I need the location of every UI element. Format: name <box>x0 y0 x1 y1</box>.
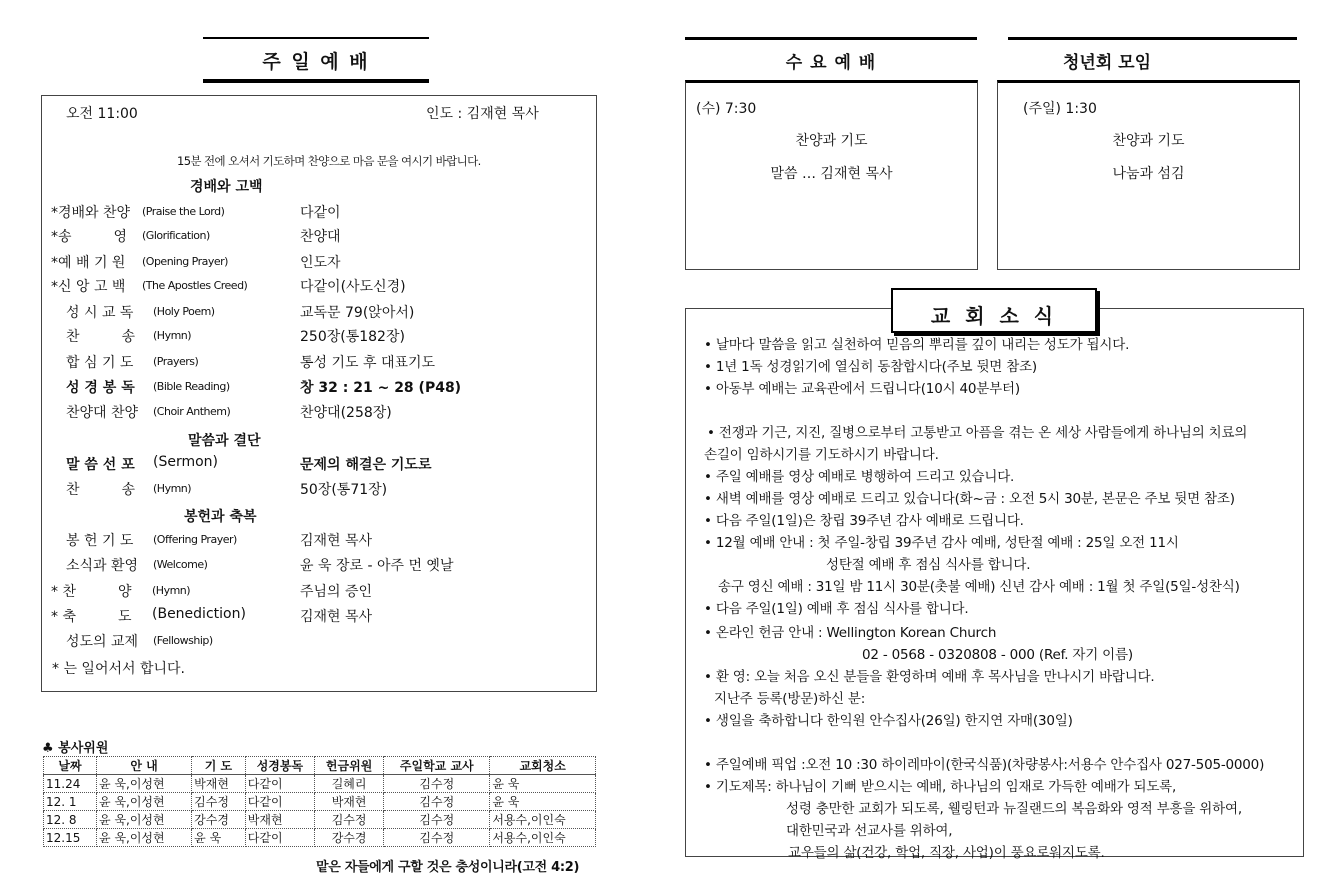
order-item-english: (Bible Reading) <box>153 380 230 393</box>
order-item-english: (Glorification) <box>142 229 210 242</box>
table-row <box>44 775 596 793</box>
news-item: • 전쟁과 기근, 지진, 질병으로부터 고통받고 아픔을 겪는 온 세상 사람들에게 하나님의 치료의 <box>707 425 1248 441</box>
order-item-value: 교독문 79(앉아서) <box>300 305 415 321</box>
table-cell: 12.15 <box>44 829 97 847</box>
table-cell: 강수경 <box>315 829 384 847</box>
service-leader: 인도 : 김재현 목사 <box>426 106 539 122</box>
news-item: 대한민국과 선교사를 위하여, <box>786 823 953 839</box>
order-item-title: 찬 송 <box>66 329 136 345</box>
service-notice: 15분 전에 오셔서 기도하며 찬양으로 마음 문을 여시기 바랍니다. <box>177 154 481 168</box>
wednesday-line2: 말씀 … 김재현 목사 <box>770 166 893 182</box>
table-cell: 박재현 <box>192 775 246 793</box>
table-cell: 윤 욱,이성현 <box>97 793 192 811</box>
news-item: 성령 충만한 교회가 되도록, 웰링턴과 뉴질랜드의 복음화와 영적 부흥을 위하여, <box>786 801 1242 817</box>
table-cell: 윤 욱 <box>192 829 246 847</box>
order-item-value: 주님의 증인 <box>300 584 373 600</box>
sunday-service-box <box>41 95 597 692</box>
order-item-english: (Sermon) <box>153 454 219 470</box>
service-team-table <box>43 756 596 847</box>
news-item: 교우들의 삶(건강, 학업, 직장, 사업)이 풍요로워지도록. <box>788 845 1105 861</box>
order-item-value: 통성 기도 후 대표기도 <box>300 355 436 371</box>
table-cell: 길혜리 <box>315 775 384 793</box>
section-word-decision: 말씀과 결단 <box>188 433 261 449</box>
table-cell: 11.24 <box>44 775 97 793</box>
order-item-value: 250장(통182장) <box>300 329 405 345</box>
wednesday-box <box>685 80 978 270</box>
news-item: • 다음 주일(1일)은 창립 39주년 감사 예배로 드립니다. <box>704 513 1024 529</box>
table-cell: 다같이 <box>245 829 314 847</box>
col-usher: 안 내 <box>97 757 192 775</box>
order-item-value: 찬양대 <box>300 229 341 245</box>
order-item-title: 찬양대 찬양 <box>66 405 139 421</box>
verse-footer: 맡은 자들에게 구할 것은 충성이니라(고전 4:2) <box>316 860 580 875</box>
news-item: • 생일을 축하합니다 한익원 안수집사(26일) 한지연 자매(30일) <box>704 713 1073 729</box>
col-prayer: 기 도 <box>192 757 246 775</box>
youth-line1: 찬양과 기도 <box>1112 133 1185 149</box>
order-item-title: *신 앙 고 백 <box>51 279 126 295</box>
youth-line2: 나눔과 섬김 <box>1112 166 1185 182</box>
youth-time: (주일) 1:30 <box>1023 101 1097 117</box>
order-item-value: 인도자 <box>300 255 341 271</box>
order-item-english: (Choir Anthem) <box>153 405 231 418</box>
news-item: • 온라인 헌금 안내 : Wellington Korean Church <box>704 625 997 641</box>
table-cell: 박재현 <box>245 811 314 829</box>
service-team-title: ♣ 봉사위원 <box>42 741 109 756</box>
table-cell: 다같이 <box>245 775 314 793</box>
order-item-value: 50장(통71장) <box>300 482 388 498</box>
order-item-english: (Benediction) <box>152 606 246 622</box>
order-item-english: (Hymn) <box>153 329 192 342</box>
wednesday-line1: 찬양과 기도 <box>795 133 868 149</box>
order-item-title: *예 배 기 원 <box>51 255 126 271</box>
table-cell: 윤 욱 <box>490 793 596 811</box>
sunday-title-block <box>203 37 429 85</box>
table-cell: 12. 1 <box>44 793 97 811</box>
order-item-english: (Praise the Lord) <box>142 205 225 218</box>
order-item-title: 성 경 봉 독 <box>66 380 135 396</box>
table-cell: 김수정 <box>384 775 490 793</box>
order-item-title: 성도의 교제 <box>66 634 139 650</box>
order-item-value: 김재현 목사 <box>300 533 373 549</box>
order-item-title: 합 심 기 도 <box>66 355 134 371</box>
table-header-row <box>44 757 596 775</box>
order-item-english: (Hymn) <box>153 482 192 495</box>
news-item: • 다음 주일(1일) 예배 후 점심 식사를 합니다. <box>704 601 969 617</box>
col-reading: 성경봉독 <box>245 757 314 775</box>
order-item-title: * 축 도 <box>51 609 132 625</box>
youth-title: 청년회 모임 <box>1062 53 1152 73</box>
news-item: • 새벽 예배를 영상 예배로 드리고 있습니다(화~금 : 오전 5시 30분, 본문은 주보 뒷면 참조) <box>704 491 1235 507</box>
table-cell: 윤 욱,이성현 <box>97 811 192 829</box>
wednesday-time: (수) 7:30 <box>696 101 757 117</box>
order-item-english: (Fellowship) <box>153 634 213 647</box>
order-item-value: 다같이 <box>300 205 341 221</box>
table-row <box>44 811 596 829</box>
news-title-box <box>891 288 1097 333</box>
news-item: 02 - 0568 - 0320808 - 000 (Ref. 자기 이름) <box>862 647 1133 663</box>
table-cell: 서용수,이인숙 <box>490 829 596 847</box>
table-cell: 강수경 <box>192 811 246 829</box>
sunday-title: 주 일 예 배 <box>262 51 370 73</box>
order-item-title: 찬 송 <box>66 482 136 498</box>
order-item-title: *경배와 찬양 <box>51 205 131 221</box>
table-cell: 김수정 <box>315 811 384 829</box>
table-row <box>44 793 596 811</box>
table-cell: 윤 욱,이성현 <box>97 775 192 793</box>
order-item-english: (Welcome) <box>153 558 208 571</box>
table-cell: 김수정 <box>192 793 246 811</box>
news-item: 지난주 등록(방문)하신 분: <box>714 691 866 707</box>
order-item-english: (The Apostles Creed) <box>142 279 248 292</box>
order-item-value: 찬양대(258장) <box>300 405 392 421</box>
youth-box <box>997 80 1300 270</box>
order-item-english: (Opening Prayer) <box>142 255 228 268</box>
table-cell: 김수정 <box>384 811 490 829</box>
order-item-title: * 찬 양 <box>51 584 132 600</box>
news-item: • 1년 1독 성경읽기에 열심히 동참합시다(주보 뒷면 참조) <box>704 359 1037 375</box>
order-item-value: 김재현 목사 <box>300 609 373 625</box>
order-item-value: 다같이(사도신경) <box>300 279 406 295</box>
section-worship-confession: 경배와 고백 <box>190 179 263 195</box>
order-item-title: 성 시 교 독 <box>66 305 134 321</box>
news-item: • 주일예배 픽업 :오전 10 :30 하이레마이(한국식품)(차량봉사:서용수 안수집사 027-505-0000) <box>704 757 1265 773</box>
news-item: • 12월 예배 안내 : 첫 주일-창립 39주년 감사 예배, 성탄절 예배 : 25일 오전 11시 <box>704 535 1179 551</box>
col-cleaning: 교회청소 <box>490 757 596 775</box>
news-item: • 환 영: 오늘 처음 오신 분들을 환영하며 예배 후 목사님을 만나시기 바랍니다. <box>704 669 1155 685</box>
col-date: 날짜 <box>44 757 97 775</box>
order-item-title: 소식과 환영 <box>66 558 139 574</box>
order-item-english: (Holy Poem) <box>153 305 215 318</box>
news-item: 성탄절 예배 후 점심 식사를 합니다. <box>826 557 1031 573</box>
news-item: • 기도제목: 하나님이 기뻐 받으시는 예배, 하나님의 임재로 가득한 예배가 되도록, <box>704 779 1177 795</box>
section-offering-blessing: 봉헌과 축복 <box>184 509 257 525</box>
standing-footnote: * 는 일어서서 합니다. <box>52 661 185 677</box>
order-item-english: (Prayers) <box>153 355 199 368</box>
table-cell: 서용수,이인숙 <box>490 811 596 829</box>
news-item: 손길이 임하시기를 기도하시기 바랍니다. <box>704 447 939 463</box>
news-item: • 아동부 예배는 교육관에서 드립니다(10시 40분부터) <box>704 381 1020 397</box>
order-item-value: 윤 욱 장로 - 아주 먼 옛날 <box>300 558 454 574</box>
table-cell: 12. 8 <box>44 811 97 829</box>
table-row <box>44 829 596 847</box>
order-item-title: 말 씀 선 포 <box>66 457 135 473</box>
table-cell: 김수정 <box>384 829 490 847</box>
table-cell: 다같이 <box>245 793 314 811</box>
order-item-title: *송 영 <box>51 229 128 245</box>
col-sunday-school: 주일학교 교사 <box>384 757 490 775</box>
order-item-title: 봉 헌 기 도 <box>66 533 134 549</box>
order-item-value: 문제의 해결은 기도로 <box>300 457 432 473</box>
col-offering: 헌금위원 <box>315 757 384 775</box>
table-cell: 윤 욱 <box>490 775 596 793</box>
order-item-english: (Hymn) <box>152 584 191 597</box>
table-cell: 박재현 <box>315 793 384 811</box>
news-item: 송구 영신 예배 : 31일 밤 11시 30분(촛불 예배) 신년 감사 예배 : 1월 첫 주일(5일-성찬식) <box>718 579 1240 595</box>
table-cell: 김수정 <box>384 793 490 811</box>
news-item: • 날마다 말씀을 읽고 실천하여 믿음의 뿌리를 깊이 내리는 성도가 됩시다. <box>704 337 1130 353</box>
news-item: • 주일 예배를 영상 예배로 병행하여 드리고 있습니다. <box>704 469 1015 485</box>
order-item-value: 창 32 : 21 ~ 28 (P48) <box>300 380 462 396</box>
news-title: 교 회 소 식 <box>930 304 1058 328</box>
service-time: 오전 11:00 <box>66 106 138 122</box>
table-cell: 윤 욱,이성현 <box>97 829 192 847</box>
order-item-english: (Offering Prayer) <box>153 533 237 546</box>
wednesday-title: 수 요 예 배 <box>785 53 877 73</box>
